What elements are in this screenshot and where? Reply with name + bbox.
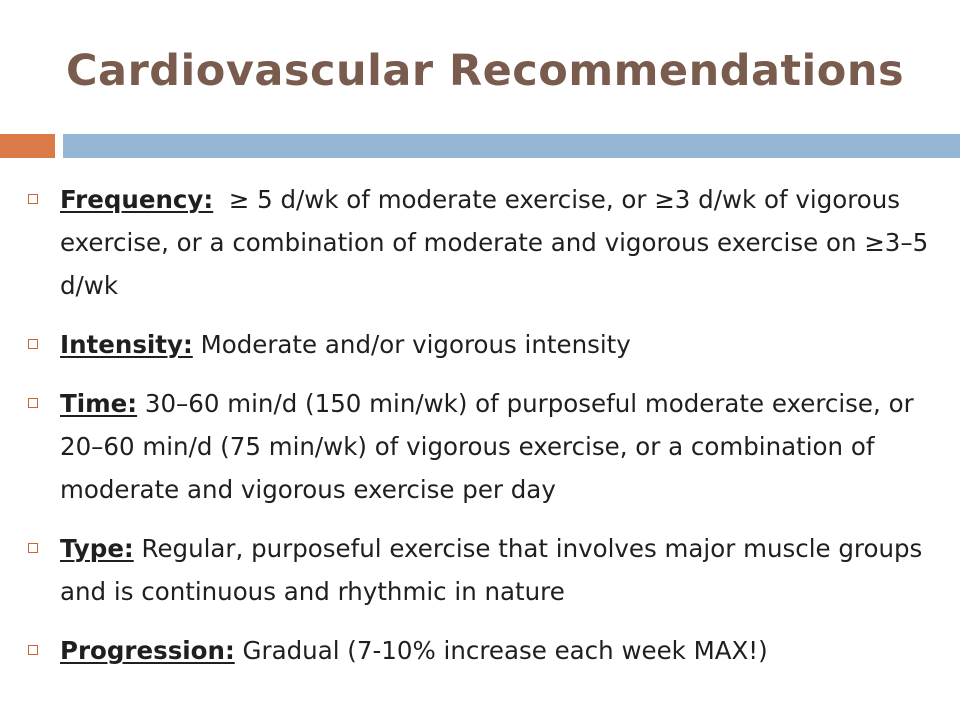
title-accent-bar	[63, 134, 960, 158]
bullet-text: Moderate and/or vigorous intensity	[200, 330, 631, 359]
bullet-item	[26, 527, 946, 613]
title-accent-block	[0, 134, 55, 158]
bullet-label: Type:	[60, 534, 134, 563]
square-bullet-icon	[28, 645, 38, 655]
bullet-item	[26, 178, 946, 307]
bullet-text: 30–60 min/d (150 min/wk) of purposeful moderate exercise, or 20–60 min/d (75 min/wk) of vigorous exercise, or a combination of moderate and vigorous exercise per day	[60, 389, 914, 504]
bullet-label: Frequency:	[60, 185, 214, 214]
bullet-list	[26, 178, 946, 688]
bullet-separator	[235, 636, 243, 665]
bullet-label: Time:	[60, 389, 138, 418]
bullet-item	[26, 382, 946, 511]
bullet-text: ≥ 5 d/wk of moderate exercise, or ≥3 d/wk of vigorous exercise, or a combination of moderate and vigorous exercise on ≥3–5 d/wk	[60, 185, 929, 300]
square-bullet-icon	[28, 398, 38, 408]
bullet-separator	[213, 185, 229, 214]
bullet-text: Regular, purposeful exercise that involves major muscle groups and is continuous and rhythmic in nature	[60, 534, 923, 606]
square-bullet-icon	[28, 194, 38, 204]
square-bullet-icon	[28, 543, 38, 553]
bullet-separator	[193, 330, 201, 359]
bullet-separator	[137, 389, 145, 418]
bullet-item	[26, 629, 946, 672]
bullet-label: Progression:	[60, 636, 235, 665]
bullet-separator	[134, 534, 142, 563]
bullet-text: Gradual (7-10% increase each week MAX!)	[242, 636, 768, 665]
bullet-item	[26, 323, 946, 366]
slide-title: Cardiovascular Recommendations	[66, 46, 905, 96]
square-bullet-icon	[28, 339, 38, 349]
bullet-label: Intensity:	[60, 330, 193, 359]
